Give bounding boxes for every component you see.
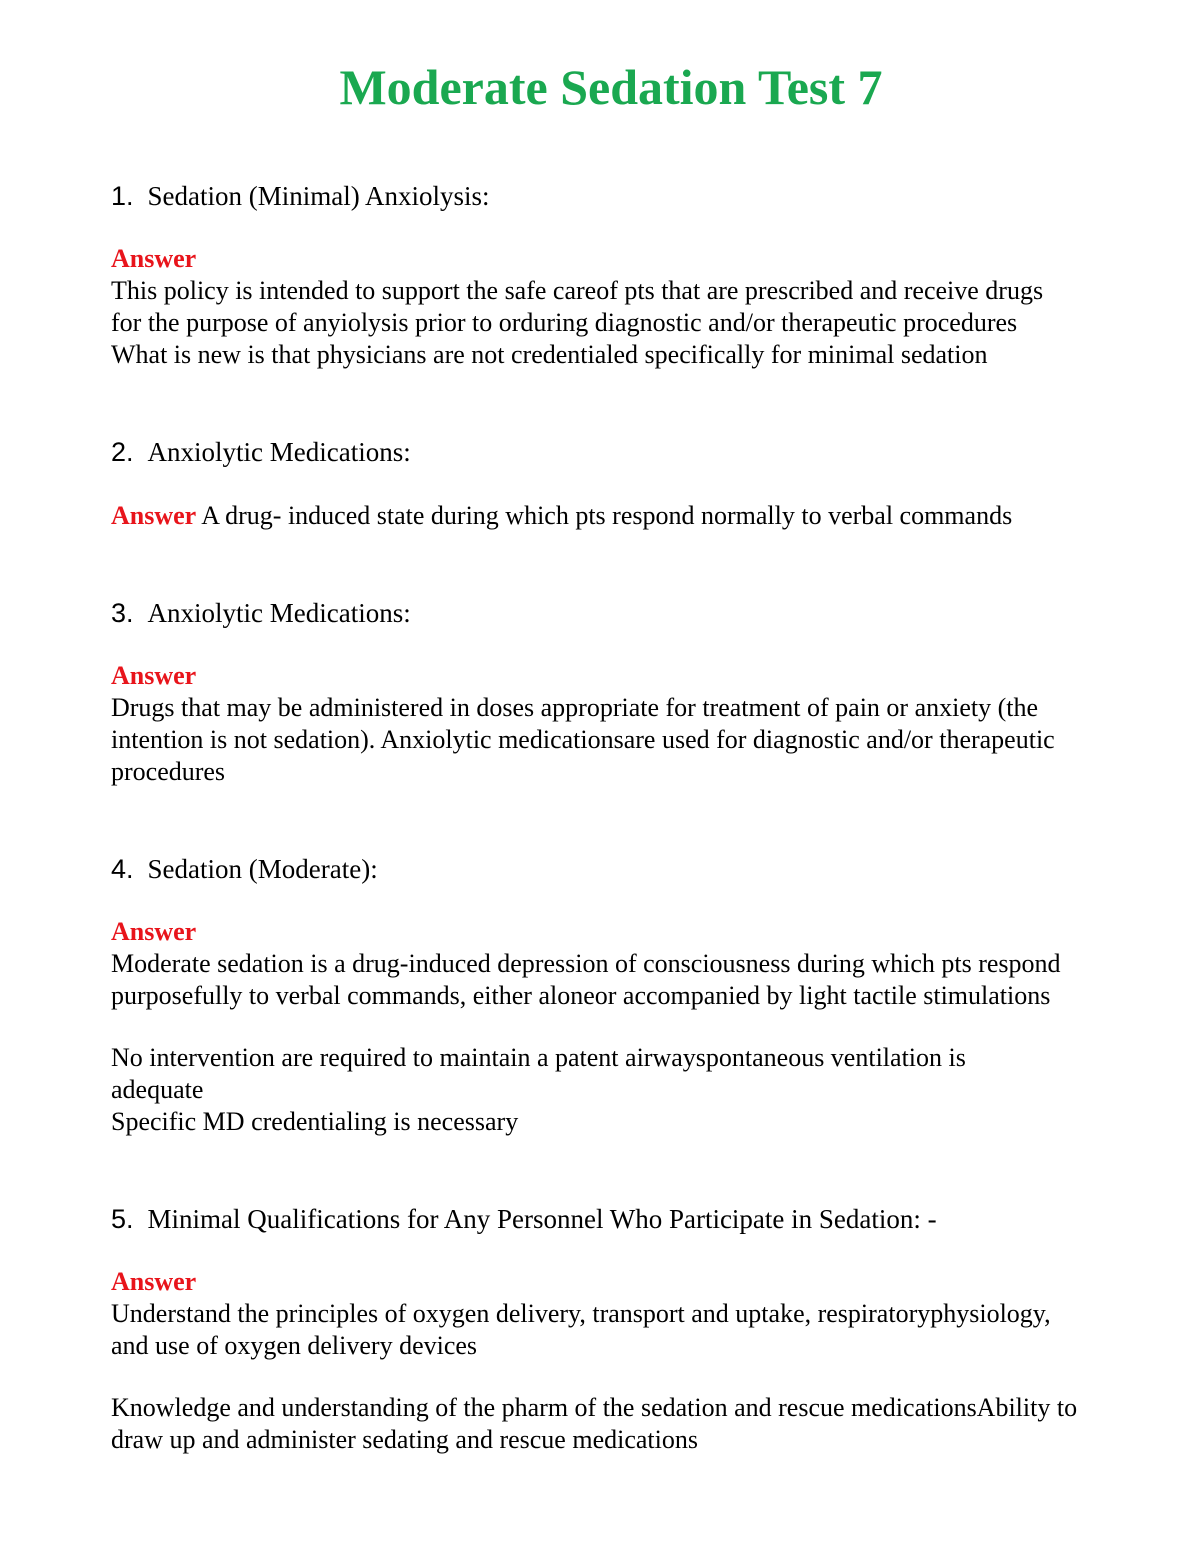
question-3: [111, 597, 411, 629]
answer-line: adequate: [111, 1075, 204, 1104]
answer-line: purposefully to verbal commands, either aloneor accompanied by light tactile stimulations: [111, 981, 1051, 1010]
question-2: [111, 436, 411, 468]
question-number: 4.: [111, 854, 134, 884]
answer-line: procedures: [111, 757, 226, 786]
question-text: Anxiolytic Medications:: [147, 598, 411, 628]
answer-line: draw up and administer sedating and rescue medications: [111, 1425, 698, 1454]
answer-line: No intervention are required to maintain a patent airwayspontaneous ventilation is: [111, 1043, 966, 1072]
answer-line: Moderate sedation is a drug-induced depression of consciousness during which pts respond: [111, 949, 1061, 978]
answer-label: Answer: [111, 661, 197, 690]
question-text: Sedation (Moderate):: [147, 854, 378, 884]
answer-label: Answer: [111, 244, 197, 273]
answer-label: Answer: [111, 1267, 197, 1296]
question-text: Minimal Qualifications for Any Personnel Who Participate in Sedation: -: [147, 1204, 937, 1234]
question-text: Anxiolytic Medications:: [147, 437, 411, 467]
question-1: [111, 180, 490, 212]
answer-line: This policy is intended to support the safe careof pts that are prescribed and receive drugs: [111, 276, 1044, 305]
answer-label: Answer: [111, 917, 197, 946]
answer-line: for the purpose of anyiolysis prior to orduring diagnostic and/or therapeutic procedures: [111, 308, 1018, 337]
question-4: [111, 853, 378, 885]
answer-line: Knowledge and understanding of the pharm of the sedation and rescue medicationsAbility to: [111, 1393, 1078, 1422]
answer-line: A drug- induced state during which pts respond normally to verbal commands: [201, 501, 1013, 530]
answer-line: Understand the principles of oxygen delivery, transport and uptake, respiratoryphysiology,: [111, 1299, 1051, 1328]
answer-line: What is new is that physicians are not credentialed specifically for minimal sedation: [111, 340, 988, 369]
question-number: 2.: [111, 437, 134, 467]
answer-5: [111, 1266, 1121, 1456]
answer-3: [111, 660, 1121, 788]
question-number: 5.: [111, 1204, 134, 1234]
answer-label: Answer: [111, 501, 197, 530]
question-text: Sedation (Minimal) Anxiolysis:: [147, 181, 490, 211]
question-number: 1.: [111, 181, 134, 211]
answer-line: intention is not sedation). Anxiolytic medicationsare used for diagnostic and/or therapeutic: [111, 725, 1055, 754]
answer-1: [111, 243, 1121, 371]
answer-line: Specific MD credentialing is necessary: [111, 1107, 519, 1136]
answer-line: Drugs that may be administered in doses appropriate for treatment of pain or anxiety (the: [111, 693, 1039, 722]
question-5: [111, 1203, 937, 1235]
document-title: Moderate Sedation Test 7: [339, 59, 883, 115]
answer-line: and use of oxygen delivery devices: [111, 1331, 478, 1360]
answer-4: [111, 916, 1121, 1138]
question-number: 3.: [111, 598, 134, 628]
answer-2: [111, 500, 1121, 532]
